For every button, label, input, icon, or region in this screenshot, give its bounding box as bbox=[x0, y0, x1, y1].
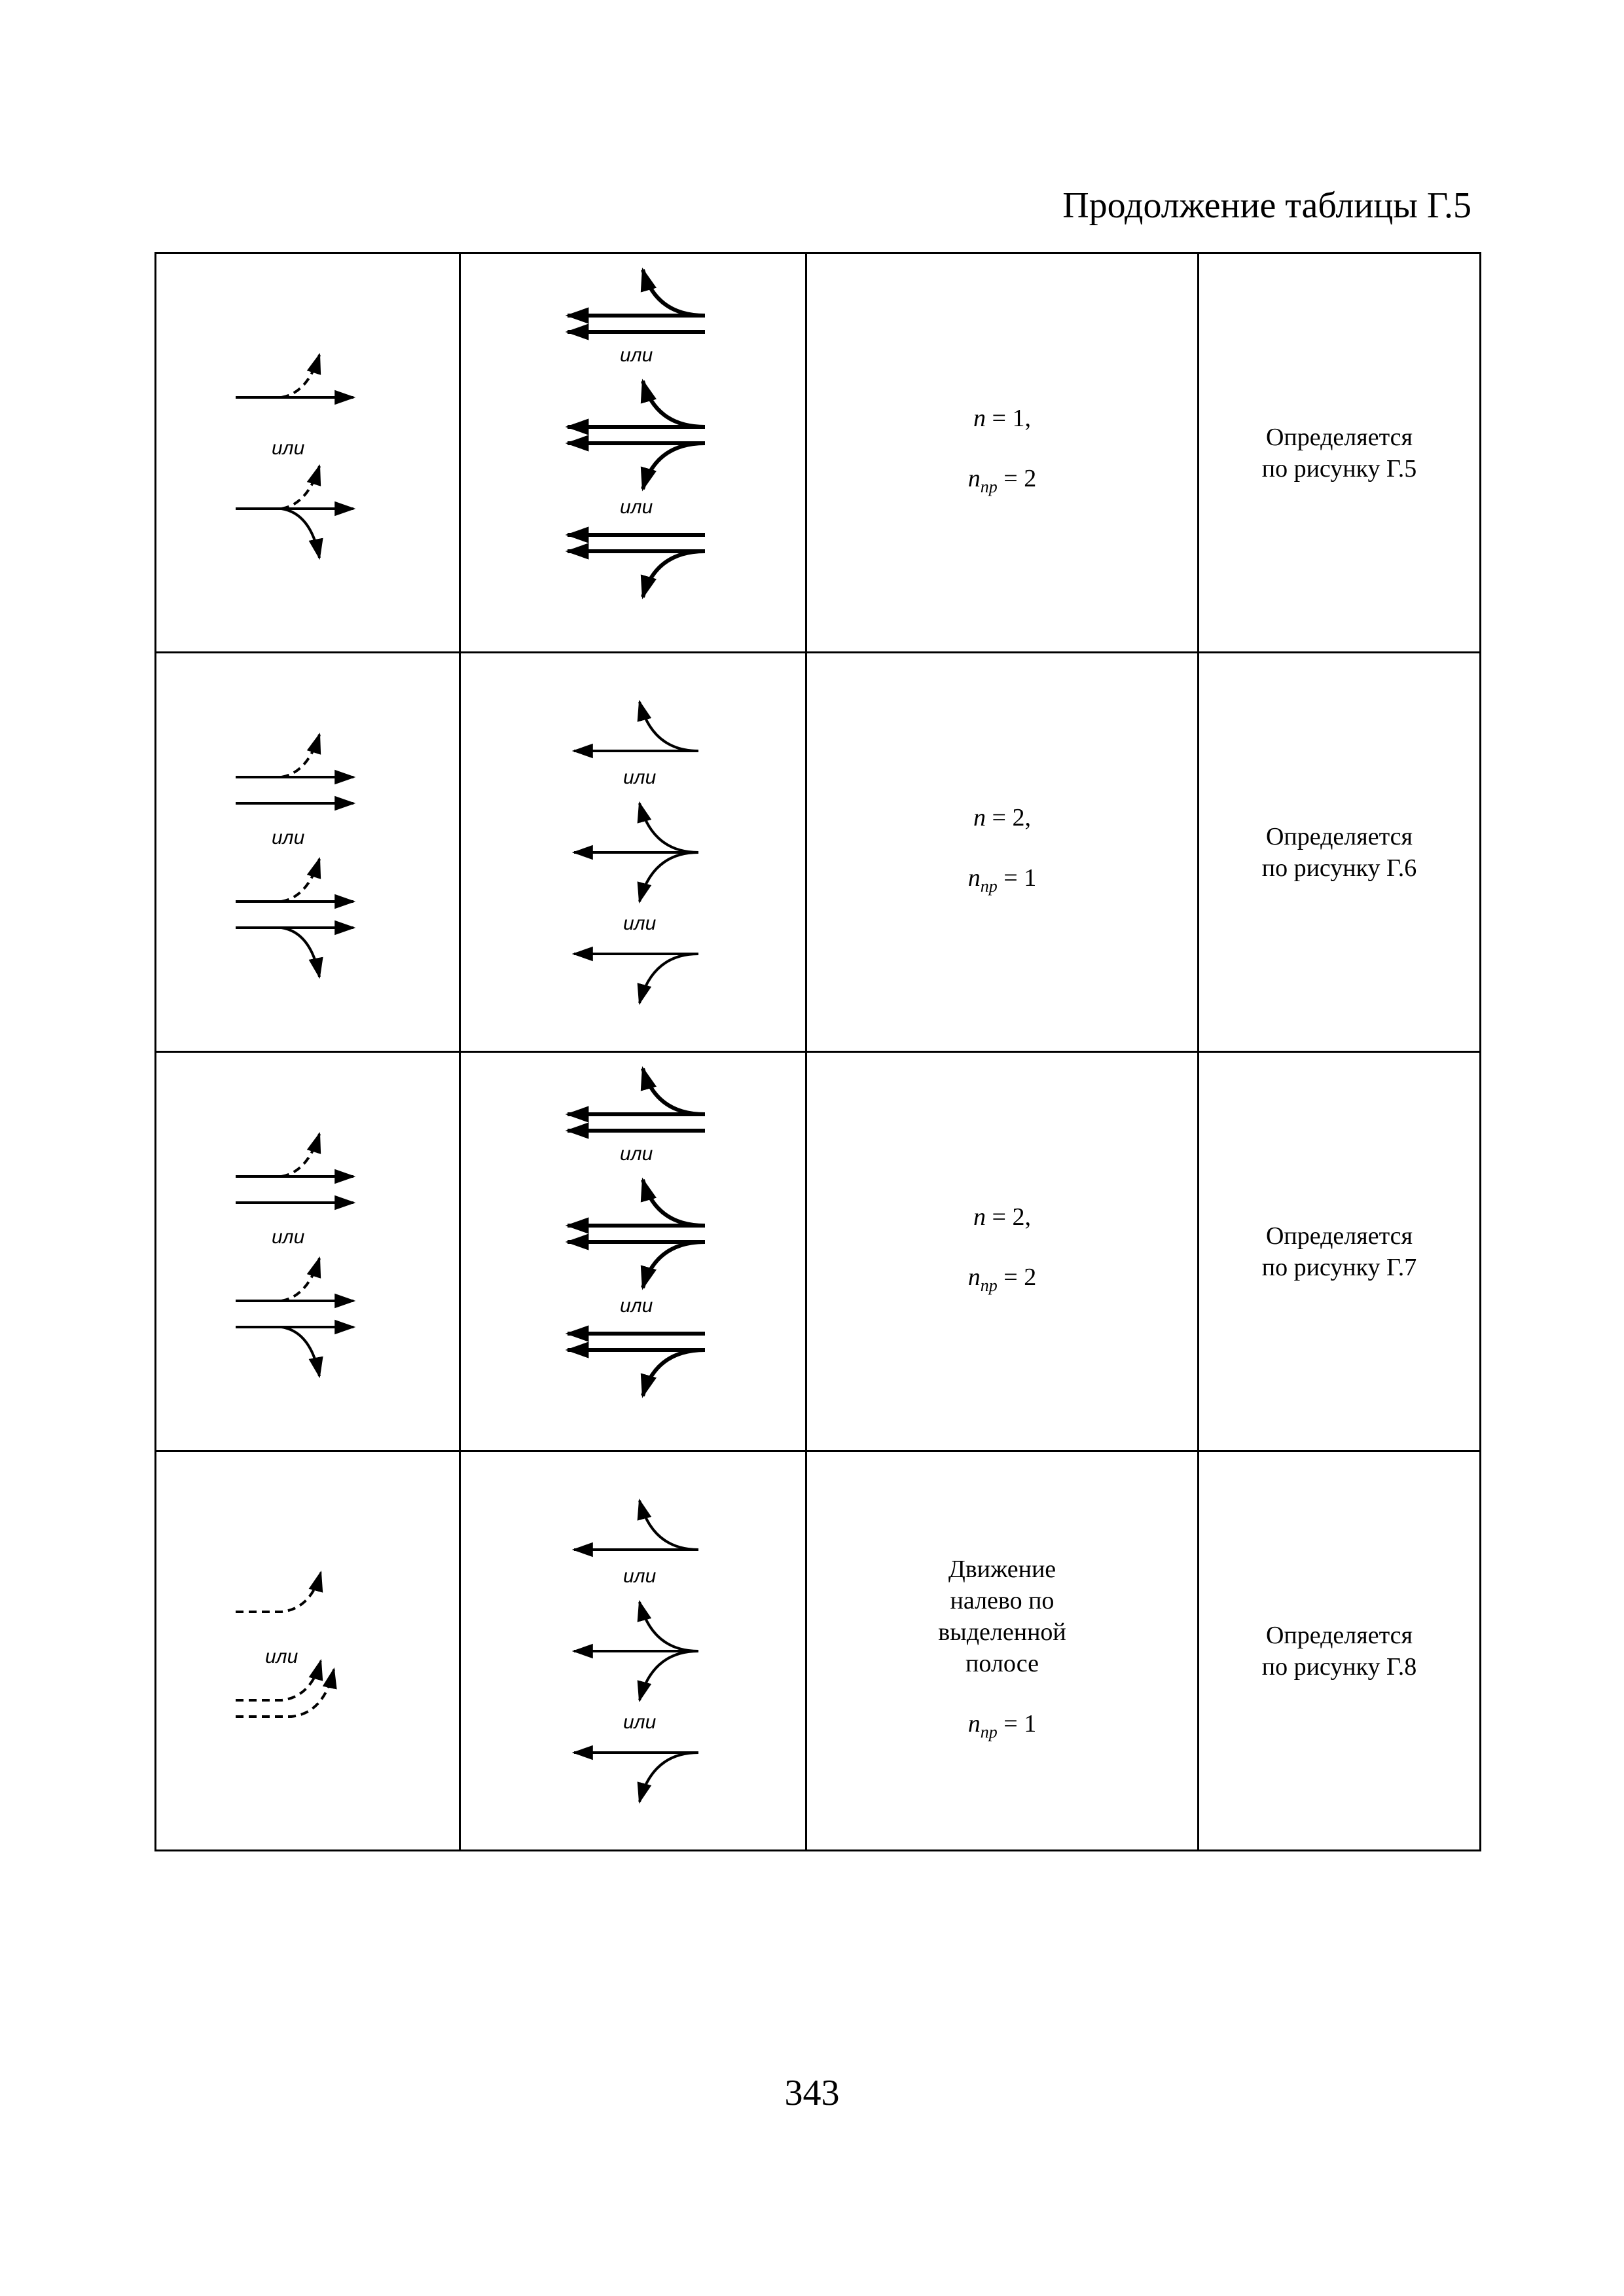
reference-cell bbox=[1199, 1451, 1481, 1851]
or-label: или bbox=[272, 1226, 305, 1248]
secondary-direction-diagram-cell bbox=[460, 653, 806, 1052]
table-row bbox=[156, 1052, 1481, 1451]
secondary-direction-diagram-cell bbox=[460, 253, 806, 653]
or-label: или bbox=[620, 344, 653, 366]
secondary-direction-diagram bbox=[541, 1487, 725, 1815]
or-label: или bbox=[272, 826, 305, 848]
cond-npr-value: = 2 bbox=[997, 465, 1037, 492]
var-npr-subscript: пр bbox=[980, 877, 998, 896]
main-direction-diagram-cell bbox=[156, 1451, 460, 1851]
cond-npr-value: = 1 bbox=[997, 864, 1037, 892]
condition-text-line-3: выделенной bbox=[938, 1618, 1066, 1646]
table-row bbox=[156, 653, 1481, 1052]
or-label: или bbox=[265, 1645, 298, 1667]
reference-line-1: Определяется bbox=[1265, 1621, 1413, 1649]
reference-line-1: Определяется bbox=[1265, 822, 1413, 850]
reference-line-1: Определяется bbox=[1265, 1222, 1413, 1250]
secondary-direction-diagram bbox=[541, 263, 725, 643]
var-npr: n bbox=[967, 1264, 981, 1291]
or-label: или bbox=[623, 766, 657, 788]
or-label: или bbox=[272, 437, 305, 459]
main-direction-diagram-cell bbox=[156, 253, 460, 653]
var-n: n bbox=[973, 1203, 986, 1231]
main-direction-diagram bbox=[209, 316, 406, 591]
var-npr: n bbox=[967, 864, 981, 892]
cond-npr-value: = 1 bbox=[997, 1710, 1037, 1738]
cond-n-value: = 1, bbox=[986, 405, 1031, 432]
secondary-direction-diagram bbox=[541, 689, 725, 1016]
or-label: или bbox=[620, 1142, 653, 1165]
secondary-direction-diagram bbox=[541, 1062, 725, 1442]
reference-cell bbox=[1199, 253, 1481, 653]
condition-cell bbox=[806, 253, 1199, 653]
var-npr-subscript: пр bbox=[980, 1722, 998, 1741]
cond-n-value: = 2, bbox=[986, 1203, 1031, 1231]
reference-line-2: по рисунку Г.8 bbox=[1261, 1652, 1417, 1681]
page-number: 343 bbox=[784, 2073, 840, 2113]
var-n: n bbox=[973, 405, 986, 432]
reference-cell bbox=[1199, 1052, 1481, 1451]
or-label: или bbox=[620, 496, 653, 518]
var-npr: n bbox=[967, 465, 981, 492]
reference-cell bbox=[1199, 653, 1481, 1052]
condition-cell bbox=[806, 1052, 1199, 1451]
main-direction-diagram-cell bbox=[156, 653, 460, 1052]
condition-cell bbox=[806, 1451, 1199, 1851]
condition-text-line-2: налево по bbox=[950, 1587, 1055, 1614]
main-direction-diagram bbox=[209, 1553, 406, 1749]
reference-line-2: по рисунку Г.5 bbox=[1261, 454, 1417, 483]
main-direction-diagram-cell bbox=[156, 1052, 460, 1451]
var-npr-subscript: пр bbox=[980, 1276, 998, 1295]
table-row bbox=[156, 1451, 1481, 1851]
cond-n-value: = 2, bbox=[986, 804, 1031, 831]
var-npr-subscript: пр bbox=[980, 477, 998, 496]
var-npr: n bbox=[967, 1710, 981, 1738]
main-direction-diagram bbox=[209, 715, 406, 990]
condition-text-line-4: полосе bbox=[965, 1650, 1039, 1677]
condition-cell bbox=[806, 653, 1199, 1052]
intersection-table bbox=[154, 252, 1481, 1851]
or-label: или bbox=[623, 912, 657, 934]
reference-line-1: Определяется bbox=[1265, 423, 1413, 451]
var-n: n bbox=[973, 804, 986, 831]
condition-text-line-1: Движение bbox=[948, 1556, 1056, 1583]
or-label: или bbox=[620, 1294, 653, 1317]
or-label: или bbox=[623, 1711, 657, 1733]
reference-line-2: по рисунку Г.6 bbox=[1261, 854, 1417, 882]
table-caption: Продолжение таблицы Г.5 bbox=[1062, 185, 1471, 226]
reference-line-2: по рисунку Г.7 bbox=[1261, 1253, 1417, 1281]
table-row bbox=[156, 253, 1481, 653]
secondary-direction-diagram-cell bbox=[460, 1052, 806, 1451]
main-direction-diagram bbox=[209, 1114, 406, 1389]
cond-npr-value: = 2 bbox=[997, 1264, 1037, 1291]
secondary-direction-diagram-cell bbox=[460, 1451, 806, 1851]
or-label: или bbox=[623, 1565, 657, 1587]
